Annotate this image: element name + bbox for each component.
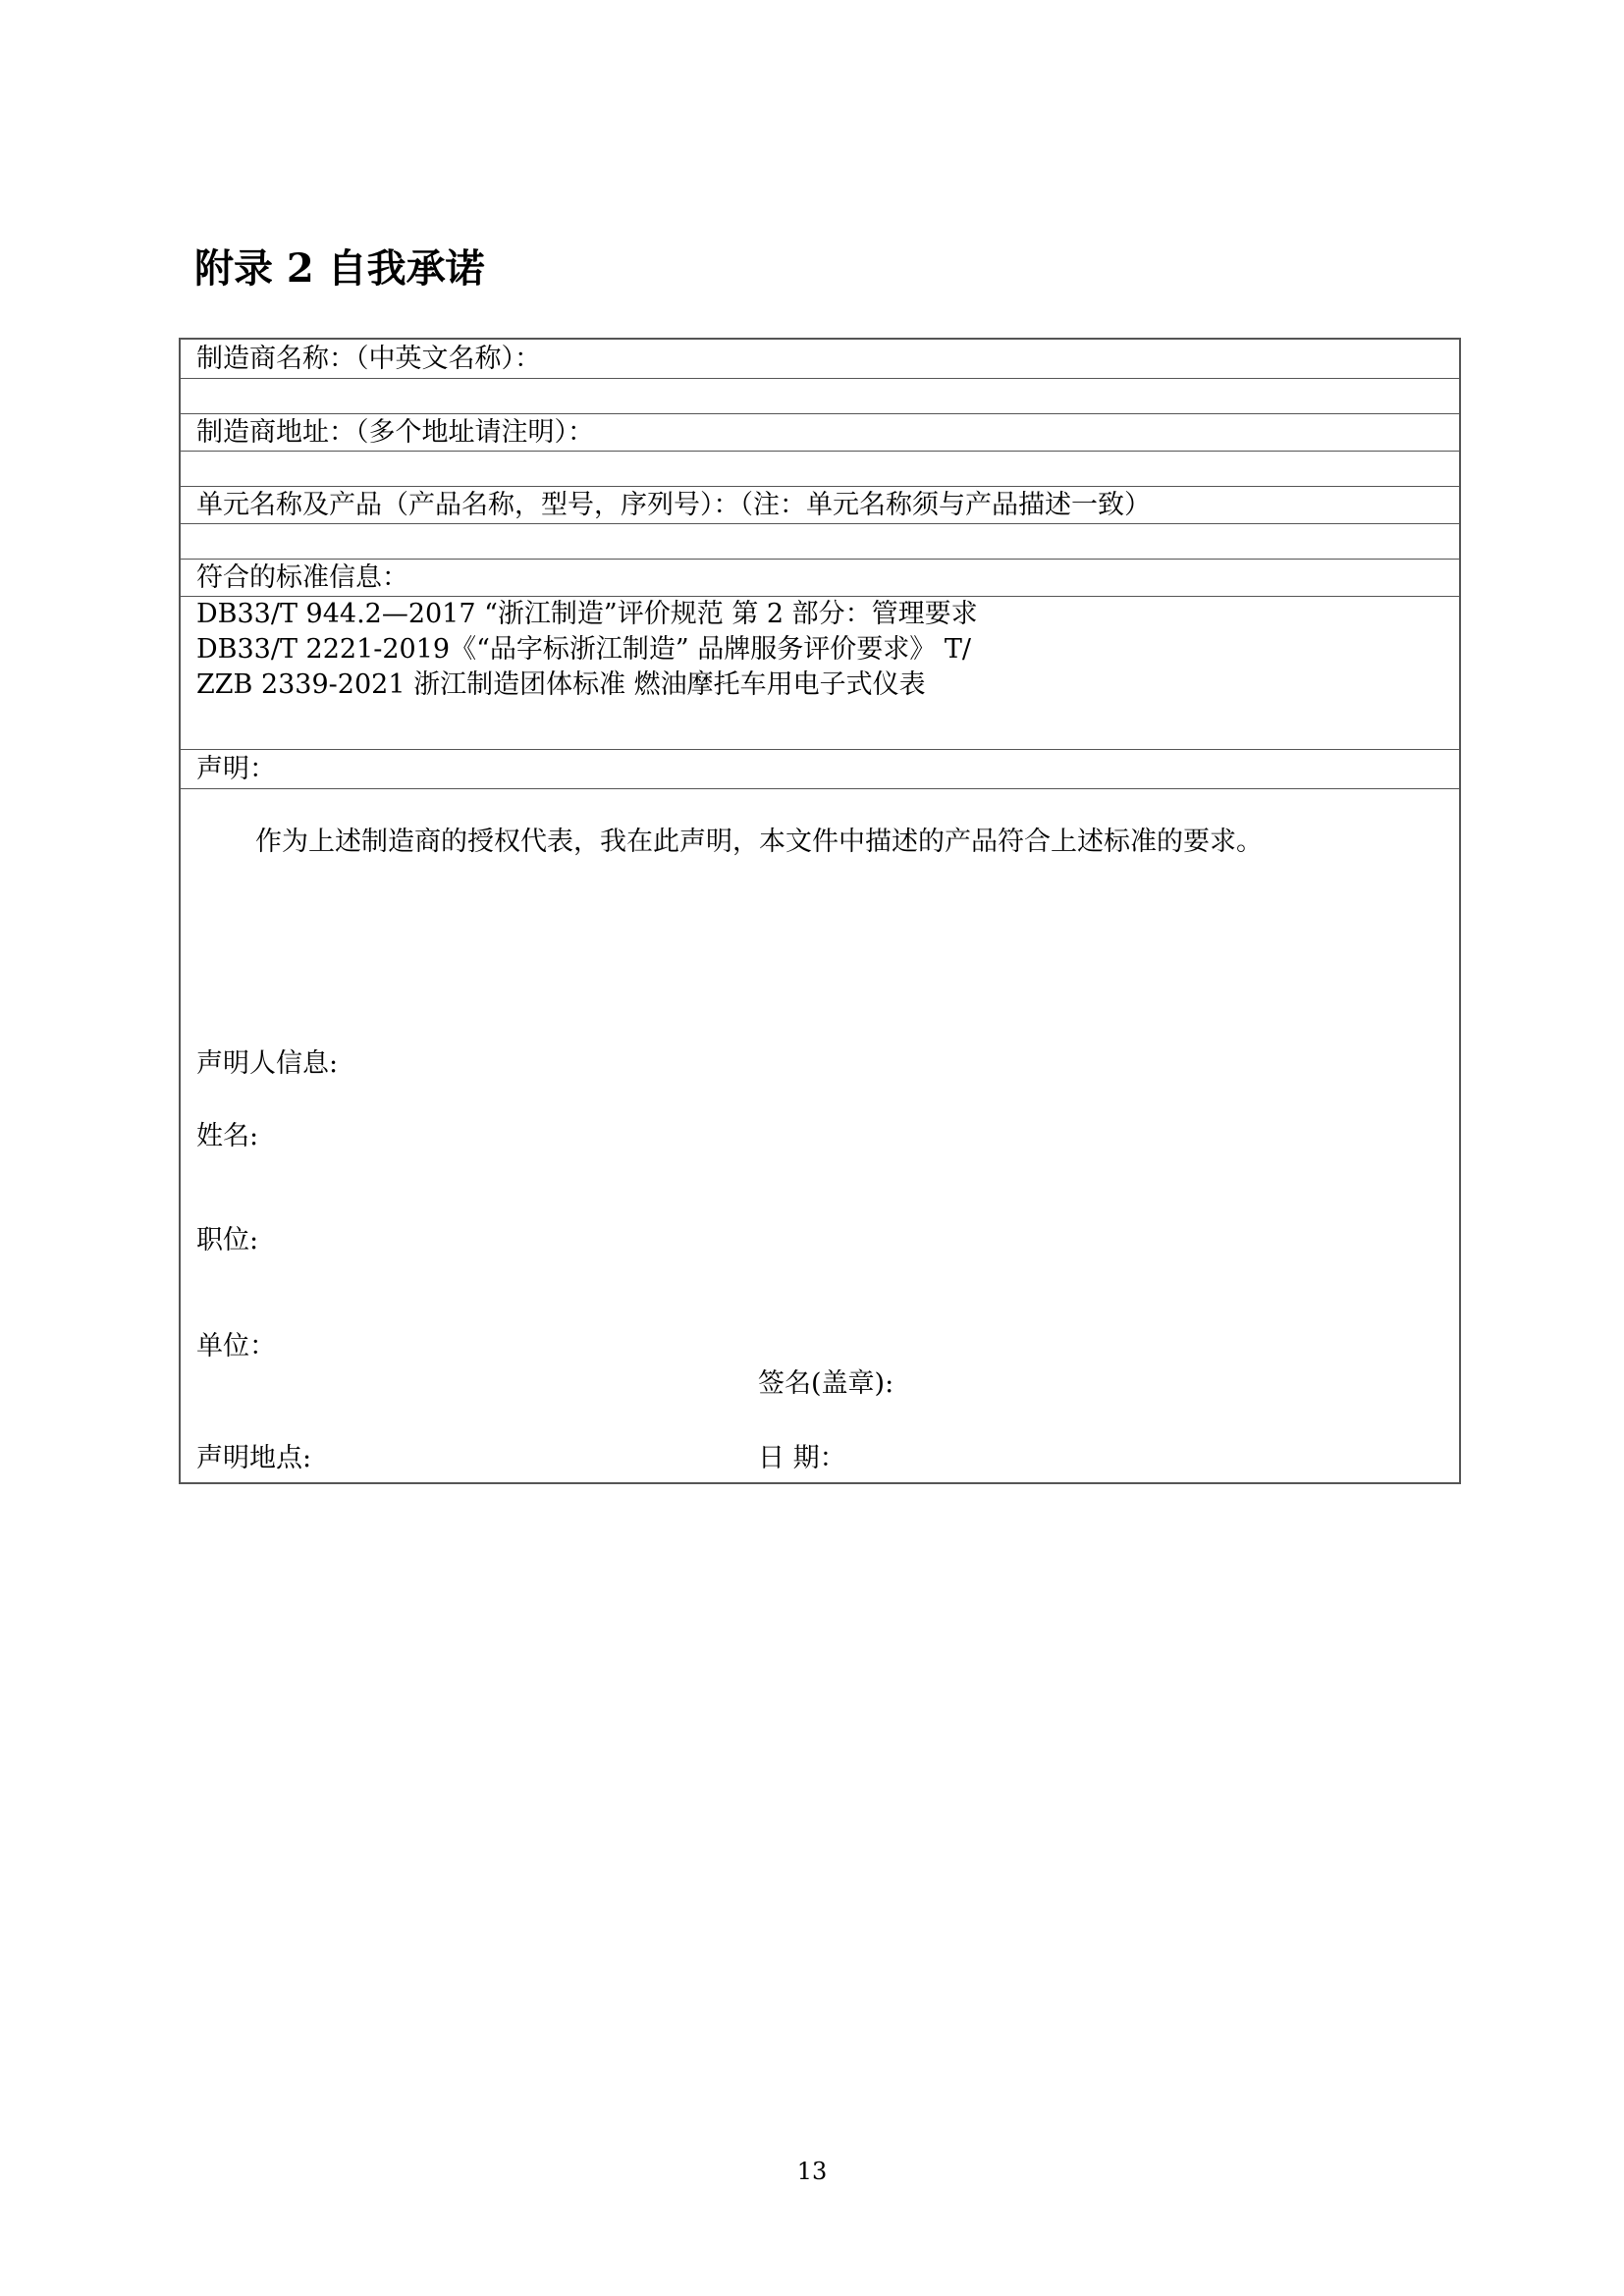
unit-product-label: 单元名称及产品（产品名称，型号，序列号）：（注：单元名称须与产品描述一致） — [196, 490, 1151, 520]
manufacturer-name-value-row[interactable] — [181, 379, 1459, 414]
standard-item: ZZB 2339-2021 浙江制造团体标准 燃油摩托车用电子式仪表 — [196, 669, 926, 700]
page-number: 13 — [796, 2158, 828, 2185]
manufacturer-address-label: 制造商地址：（多个地址请注明）： — [196, 417, 594, 448]
standard-item: DB33/T 2221-2019《“品字标浙江制造” 品牌服务评价要求》 T/ — [196, 634, 971, 665]
standards-label: 符合的标准信息： — [196, 562, 408, 593]
declaration-place-label: 声明地点: — [196, 1443, 312, 1473]
unit-product-value-row[interactable] — [181, 524, 1459, 560]
declaration-label-row — [181, 750, 1459, 789]
standards-label-row — [181, 560, 1459, 597]
manufacturer-address-value-row[interactable] — [181, 452, 1459, 487]
manufacturer-name-row — [181, 340, 1459, 379]
standard-item: DB33/T 944.2—2017 “浙江制造”评价规范 第 2 部分：管理要求 — [196, 599, 978, 629]
name-label: 姓名: — [196, 1121, 259, 1151]
self-commitment-form — [179, 338, 1461, 1484]
unit-product-row — [181, 487, 1459, 524]
standards-list-row — [181, 597, 1459, 750]
date-label: 日 期： — [758, 1443, 846, 1473]
manufacturer-address-row — [181, 414, 1459, 452]
signature-label: 签名(盖章): — [758, 1368, 894, 1399]
declaration-label: 声明： — [196, 754, 276, 784]
page-title: 附录 2 自我承诺 — [194, 245, 485, 292]
manufacturer-name-label: 制造商名称：（中英文名称）： — [196, 344, 541, 374]
declaration-body — [181, 789, 1459, 1484]
position-label: 职位: — [196, 1225, 259, 1255]
declaration-text: 作为上述制造商的授权代表，我在此声明，本文件中描述的产品符合上述标准的要求。 — [255, 827, 1263, 857]
unit-label: 单位： — [196, 1331, 276, 1362]
declarant-info-label: 声明人信息: — [196, 1048, 339, 1079]
